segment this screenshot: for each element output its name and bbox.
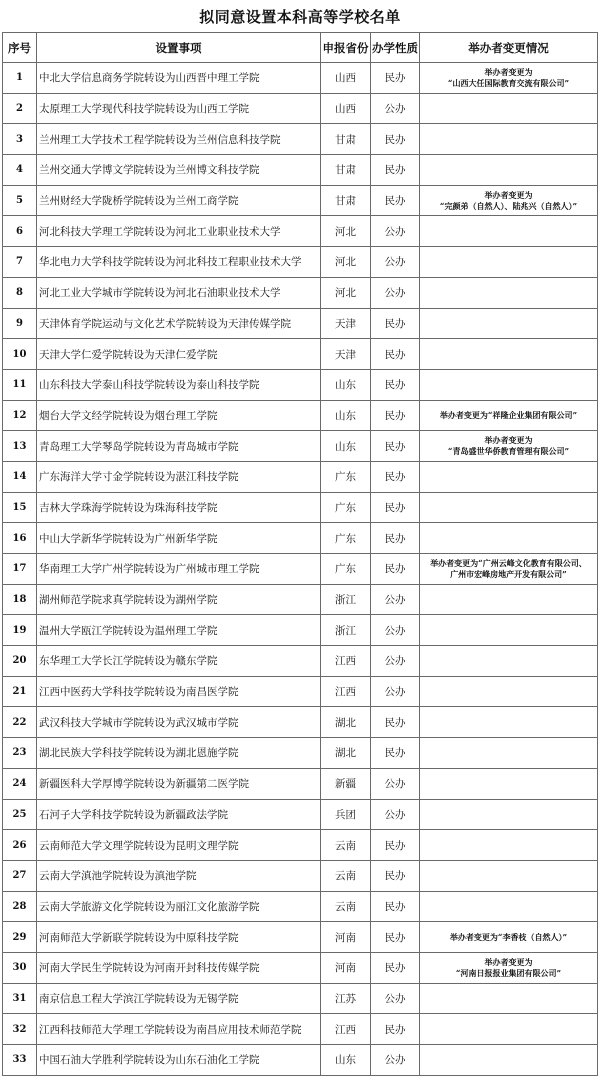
row-province: 浙江 bbox=[321, 615, 371, 646]
row-province: 河南 bbox=[321, 952, 371, 983]
row-number: 28 bbox=[3, 891, 37, 922]
table-row bbox=[3, 185, 598, 216]
row-number: 4 bbox=[3, 155, 37, 186]
row-change bbox=[420, 922, 598, 953]
row-change bbox=[420, 891, 598, 922]
row-number: 26 bbox=[3, 830, 37, 861]
header-province: 申报省份 bbox=[321, 33, 371, 63]
row-item: 河南师范大学新联学院转设为中原科技学院 bbox=[37, 922, 321, 953]
row-number: 22 bbox=[3, 707, 37, 738]
row-province: 广东 bbox=[321, 554, 371, 585]
row-type: 民办 bbox=[371, 922, 420, 953]
row-item: 东华理工大学长江学院转设为赣东学院 bbox=[37, 646, 321, 677]
table-row bbox=[3, 676, 598, 707]
change-line-1: 举办者变更为“李香枝（自然人）” bbox=[449, 931, 568, 942]
row-change bbox=[420, 155, 598, 186]
row-type: 公办 bbox=[371, 277, 420, 308]
row-province: 江苏 bbox=[321, 983, 371, 1014]
row-province: 江西 bbox=[321, 676, 371, 707]
row-change bbox=[420, 400, 598, 431]
row-type: 公办 bbox=[371, 1045, 420, 1076]
row-province: 山西 bbox=[321, 63, 371, 94]
row-number: 10 bbox=[3, 339, 37, 370]
row-change bbox=[420, 1045, 598, 1076]
table-row bbox=[3, 63, 598, 94]
row-type: 公办 bbox=[371, 676, 420, 707]
row-change bbox=[420, 707, 598, 738]
row-item: 云南大学旅游文化学院转设为丽江文化旅游学院 bbox=[37, 891, 321, 922]
row-type: 公办 bbox=[371, 584, 420, 615]
row-province: 河北 bbox=[321, 216, 371, 247]
row-item: 中山大学新华学院转设为广州新华学院 bbox=[37, 523, 321, 554]
row-number: 19 bbox=[3, 615, 37, 646]
row-province: 浙江 bbox=[321, 584, 371, 615]
row-type: 民办 bbox=[371, 369, 420, 400]
row-province: 山东 bbox=[321, 1045, 371, 1076]
row-item: 兰州财经大学陇桥学院转设为兰州工商学院 bbox=[37, 185, 321, 216]
change-line-1: 举办者变更为“广州云峰文化教育有限公司、 bbox=[430, 557, 587, 568]
row-type: 公办 bbox=[371, 615, 420, 646]
table-row bbox=[3, 400, 598, 431]
row-province: 湖北 bbox=[321, 707, 371, 738]
row-province: 云南 bbox=[321, 860, 371, 891]
change-line-1: 举办者变更为 bbox=[484, 66, 533, 77]
row-province: 江西 bbox=[321, 1014, 371, 1045]
table-row bbox=[3, 891, 598, 922]
table-row bbox=[3, 369, 598, 400]
table-row bbox=[3, 1045, 598, 1076]
row-type: 民办 bbox=[371, 492, 420, 523]
row-type: 民办 bbox=[371, 461, 420, 492]
table-row bbox=[3, 738, 598, 769]
row-change bbox=[420, 369, 598, 400]
row-number: 6 bbox=[3, 216, 37, 247]
row-change bbox=[420, 860, 598, 891]
table-row bbox=[3, 93, 598, 124]
table-row bbox=[3, 124, 598, 155]
table-row bbox=[3, 768, 598, 799]
row-province: 河北 bbox=[321, 277, 371, 308]
row-number: 13 bbox=[3, 431, 37, 462]
row-number: 21 bbox=[3, 676, 37, 707]
change-line-1: 举办者变更为 bbox=[484, 435, 533, 446]
row-item: 南京信息工程大学滨江学院转设为无锡学院 bbox=[37, 983, 321, 1014]
table-row bbox=[3, 492, 598, 523]
row-number: 29 bbox=[3, 922, 37, 953]
row-item: 青岛理工大学琴岛学院转设为青岛城市学院 bbox=[37, 431, 321, 462]
row-type: 公办 bbox=[371, 247, 420, 278]
row-change bbox=[420, 676, 598, 707]
row-item: 湖州师范学院求真学院转设为湖州学院 bbox=[37, 584, 321, 615]
row-item: 天津大学仁爱学院转设为天津仁爱学院 bbox=[37, 339, 321, 370]
row-change bbox=[420, 124, 598, 155]
row-province: 甘肃 bbox=[321, 185, 371, 216]
school-list-table bbox=[2, 32, 598, 1076]
table-row bbox=[3, 247, 598, 278]
row-number: 14 bbox=[3, 461, 37, 492]
header-type: 办学性质 bbox=[371, 33, 420, 63]
row-number: 25 bbox=[3, 799, 37, 830]
row-number: 27 bbox=[3, 860, 37, 891]
row-item: 兰州交通大学博文学院转设为兰州博文科技学院 bbox=[37, 155, 321, 186]
change-line-2: “河南日报报业集团有限公司” bbox=[455, 967, 562, 978]
row-type: 公办 bbox=[371, 646, 420, 677]
row-item: 华南理工大学广州学院转设为广州城市理工学院 bbox=[37, 554, 321, 585]
row-number: 31 bbox=[3, 983, 37, 1014]
row-change bbox=[420, 216, 598, 247]
row-province: 天津 bbox=[321, 308, 371, 339]
row-item: 兰州理工大学技术工程学院转设为兰州信息科技学院 bbox=[37, 124, 321, 155]
row-type: 民办 bbox=[371, 707, 420, 738]
row-item: 江西中医药大学科技学院转设为南昌医学院 bbox=[37, 676, 321, 707]
table-row bbox=[3, 155, 598, 186]
row-number: 1 bbox=[3, 63, 37, 94]
row-item: 中北大学信息商务学院转设为山西晋中理工学院 bbox=[37, 63, 321, 94]
row-change bbox=[420, 63, 598, 94]
row-number: 11 bbox=[3, 369, 37, 400]
row-type: 民办 bbox=[371, 400, 420, 431]
row-province: 江西 bbox=[321, 646, 371, 677]
row-province: 天津 bbox=[321, 339, 371, 370]
row-change bbox=[420, 308, 598, 339]
row-change bbox=[420, 584, 598, 615]
row-change bbox=[420, 277, 598, 308]
row-type: 民办 bbox=[371, 891, 420, 922]
row-province: 广东 bbox=[321, 461, 371, 492]
row-province: 兵团 bbox=[321, 799, 371, 830]
row-item: 河南大学民生学院转设为河南开封科技传媒学院 bbox=[37, 952, 321, 983]
table-row bbox=[3, 707, 598, 738]
change-line-1: 举办者变更为“祥隆企业集团有限公司” bbox=[439, 409, 578, 420]
row-type: 公办 bbox=[371, 93, 420, 124]
row-change bbox=[420, 738, 598, 769]
row-number: 12 bbox=[3, 400, 37, 431]
row-item: 新疆医科大学厚博学院转设为新疆第二医学院 bbox=[37, 768, 321, 799]
row-item: 武汉科技大学城市学院转设为武汉城市学院 bbox=[37, 707, 321, 738]
row-province: 云南 bbox=[321, 891, 371, 922]
row-change bbox=[420, 799, 598, 830]
row-change bbox=[420, 247, 598, 278]
row-number: 20 bbox=[3, 646, 37, 677]
table-row bbox=[3, 554, 598, 585]
row-number: 18 bbox=[3, 584, 37, 615]
row-number: 8 bbox=[3, 277, 37, 308]
change-line-2: “青岛盛世华侨教育管理有限公司” bbox=[447, 446, 570, 457]
row-item: 天津体育学院运动与文化艺术学院转设为天津传媒学院 bbox=[37, 308, 321, 339]
change-line-1: 举办者变更为 bbox=[484, 189, 533, 200]
row-type: 民办 bbox=[371, 523, 420, 554]
row-province: 广东 bbox=[321, 492, 371, 523]
change-line-2: “山西大任国际教育交流有限公司” bbox=[447, 77, 570, 88]
header-no: 序号 bbox=[3, 33, 37, 63]
table-body bbox=[3, 63, 598, 1076]
row-number: 15 bbox=[3, 492, 37, 523]
row-item: 河北工业大学城市学院转设为河北石油职业技术大学 bbox=[37, 277, 321, 308]
row-item: 石河子大学科技学院转设为新疆政法学院 bbox=[37, 799, 321, 830]
table-row bbox=[3, 216, 598, 247]
row-type: 民办 bbox=[371, 339, 420, 370]
row-item: 华北电力大学科技学院转设为河北科技工程职业技术大学 bbox=[37, 247, 321, 278]
table-row bbox=[3, 339, 598, 370]
row-type: 民办 bbox=[371, 185, 420, 216]
row-change bbox=[420, 615, 598, 646]
row-number: 9 bbox=[3, 308, 37, 339]
row-province: 山东 bbox=[321, 369, 371, 400]
row-type: 民办 bbox=[371, 554, 420, 585]
row-number: 32 bbox=[3, 1014, 37, 1045]
row-type: 民办 bbox=[371, 155, 420, 186]
row-province: 甘肃 bbox=[321, 155, 371, 186]
row-type: 民办 bbox=[371, 63, 420, 94]
row-item: 温州大学瓯江学院转设为温州理工学院 bbox=[37, 615, 321, 646]
row-type: 民办 bbox=[371, 124, 420, 155]
change-line-1: 举办者变更为 bbox=[484, 956, 533, 967]
row-item: 湖北民族大学科技学院转设为湖北恩施学院 bbox=[37, 738, 321, 769]
row-change bbox=[420, 646, 598, 677]
row-province: 广东 bbox=[321, 523, 371, 554]
row-type: 民办 bbox=[371, 431, 420, 462]
table-row bbox=[3, 830, 598, 861]
row-type: 民办 bbox=[371, 1014, 420, 1045]
row-item: 中国石油大学胜利学院转设为山东石油化工学院 bbox=[37, 1045, 321, 1076]
change-line-2: 广州市宏峰房地产开发有限公司” bbox=[450, 568, 567, 579]
row-province: 山西 bbox=[321, 93, 371, 124]
row-item: 云南大学滇池学院转设为滇池学院 bbox=[37, 860, 321, 891]
row-type: 民办 bbox=[371, 308, 420, 339]
row-number: 24 bbox=[3, 768, 37, 799]
row-province: 河南 bbox=[321, 922, 371, 953]
row-province: 云南 bbox=[321, 830, 371, 861]
row-change bbox=[420, 768, 598, 799]
table-row bbox=[3, 308, 598, 339]
row-change bbox=[420, 983, 598, 1014]
row-type: 公办 bbox=[371, 216, 420, 247]
row-change bbox=[420, 523, 598, 554]
row-item: 江西科技师范大学理工学院转设为南昌应用技术师范学院 bbox=[37, 1014, 321, 1045]
row-change bbox=[420, 431, 598, 462]
table-row bbox=[3, 277, 598, 308]
row-number: 7 bbox=[3, 247, 37, 278]
row-item: 山东科技大学泰山科技学院转设为泰山科技学院 bbox=[37, 369, 321, 400]
row-item: 太原理工大学现代科技学院转设为山西工学院 bbox=[37, 93, 321, 124]
row-province: 山东 bbox=[321, 400, 371, 431]
header-item: 设置事项 bbox=[37, 33, 321, 63]
row-number: 16 bbox=[3, 523, 37, 554]
table-row bbox=[3, 461, 598, 492]
row-number: 17 bbox=[3, 554, 37, 585]
document-title: 拟同意设置本科高等学校名单 bbox=[199, 8, 401, 26]
row-number: 33 bbox=[3, 1045, 37, 1076]
row-item: 云南师范大学文理学院转设为昆明文理学院 bbox=[37, 830, 321, 861]
row-type: 民办 bbox=[371, 738, 420, 769]
row-province: 甘肃 bbox=[321, 124, 371, 155]
table-row bbox=[3, 431, 598, 462]
row-change bbox=[420, 93, 598, 124]
row-change bbox=[420, 1014, 598, 1045]
row-type: 公办 bbox=[371, 799, 420, 830]
row-type: 民办 bbox=[371, 952, 420, 983]
table-row bbox=[3, 615, 598, 646]
row-change bbox=[420, 185, 598, 216]
row-type: 民办 bbox=[371, 860, 420, 891]
table-row bbox=[3, 983, 598, 1014]
row-item: 广东海洋大学寸金学院转设为湛江科技学院 bbox=[37, 461, 321, 492]
table-header-row bbox=[3, 33, 598, 63]
row-item: 河北科技大学理工学院转设为河北工业职业技术大学 bbox=[37, 216, 321, 247]
row-province: 湖北 bbox=[321, 738, 371, 769]
row-province: 河北 bbox=[321, 247, 371, 278]
row-province: 新疆 bbox=[321, 768, 371, 799]
header-change: 举办者变更情况 bbox=[420, 33, 598, 63]
row-number: 30 bbox=[3, 952, 37, 983]
row-change bbox=[420, 554, 598, 585]
row-change bbox=[420, 952, 598, 983]
table-row bbox=[3, 584, 598, 615]
row-change bbox=[420, 492, 598, 523]
row-change bbox=[420, 339, 598, 370]
table-row bbox=[3, 1014, 598, 1045]
table-row bbox=[3, 922, 598, 953]
row-number: 2 bbox=[3, 93, 37, 124]
table-row bbox=[3, 523, 598, 554]
row-number: 5 bbox=[3, 185, 37, 216]
row-province: 山东 bbox=[321, 431, 371, 462]
table-row bbox=[3, 860, 598, 891]
table-row bbox=[3, 952, 598, 983]
row-change bbox=[420, 830, 598, 861]
row-change bbox=[420, 461, 598, 492]
row-type: 公办 bbox=[371, 983, 420, 1014]
row-number: 3 bbox=[3, 124, 37, 155]
row-type: 公办 bbox=[371, 768, 420, 799]
table-row bbox=[3, 799, 598, 830]
row-item: 烟台大学文经学院转设为烟台理工学院 bbox=[37, 400, 321, 431]
change-line-2: “完颜弟（自然人）、陆兆兴（自然人）” bbox=[439, 200, 578, 211]
table-row bbox=[3, 646, 598, 677]
row-number: 23 bbox=[3, 738, 37, 769]
row-type: 民办 bbox=[371, 830, 420, 861]
row-item: 吉林大学珠海学院转设为珠海科技学院 bbox=[37, 492, 321, 523]
